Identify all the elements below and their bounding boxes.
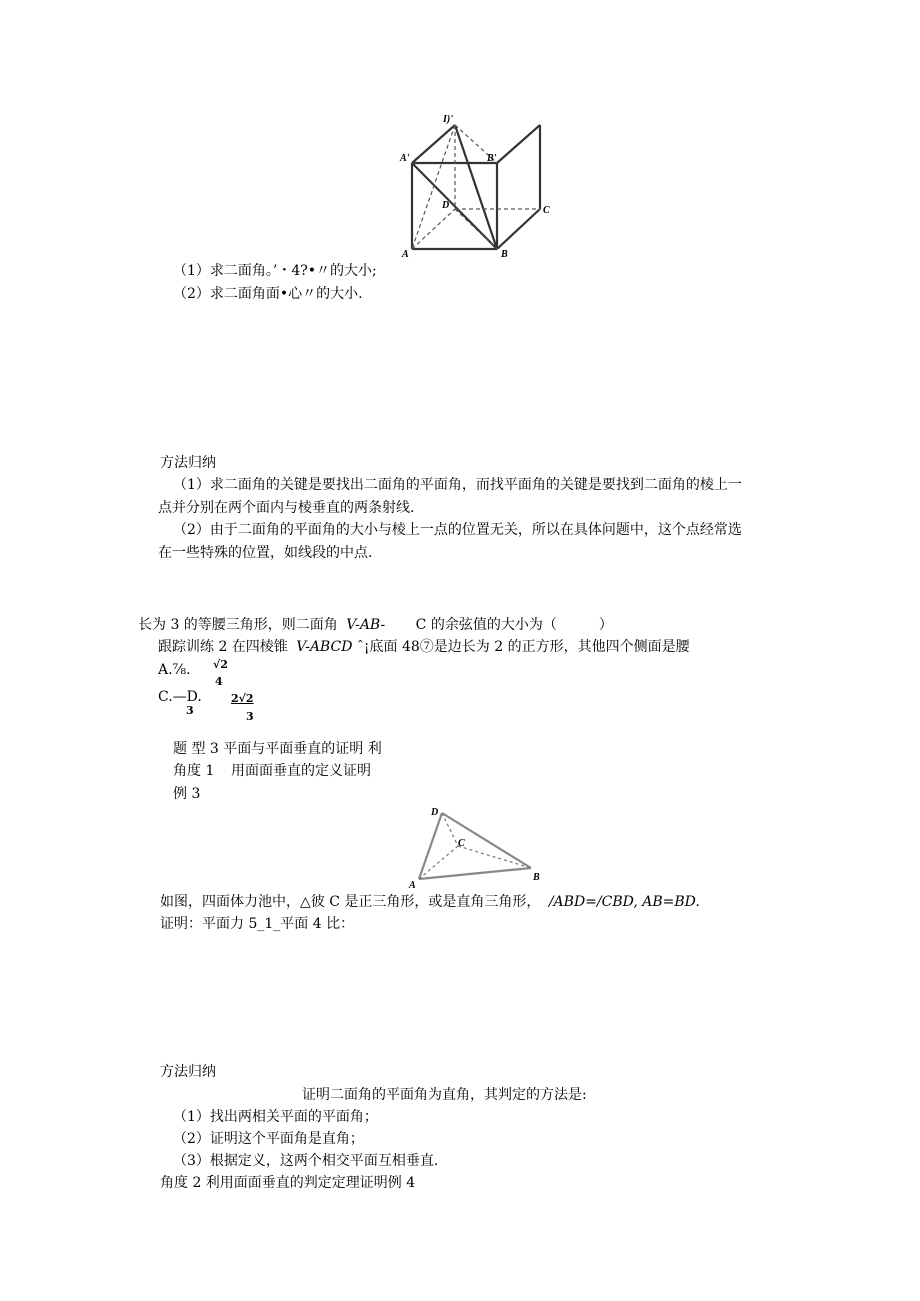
option-d-numerator: 2√2 [231,692,254,705]
angle1-text: 用面面垂直的定义证明 [231,763,371,779]
method-summary-1-p1-line1: （1）求二面角的关键是要找出二面角的平面角，而找平面角的关键是要找到二面角的棱上一 [173,477,742,493]
angle1-label: 角度 1 [173,763,215,779]
training-line-2-b: V-ABCD [296,639,353,655]
option-b-numerator: √2 [213,658,228,671]
method-summary-title-2: 方法归纳 [160,1064,216,1080]
label-C: C [543,205,550,216]
training-line-2 [158,638,690,656]
option-a: A.⅞. [158,662,191,678]
method-summary-2-intro: 证明二面角的平面角为直角，其判定的方法是: [302,1087,587,1103]
method-summary-1-p1-line2: 点并分别在两个面内与棱垂直的两条射线. [158,500,415,516]
example-3-statement-a: 如图，四面体力池中，△彼 C 是正三角形，或是直角三角形， [160,894,541,910]
method-summary-2-step3: （3）根据定义，这两个相交平面互相垂直. [173,1153,439,1169]
prism-figure [398,112,558,262]
training-line-2-a: 跟踪训练 2 在四棱锥 [158,639,288,655]
method-summary-2-step2: （2）证明这个平面角是直角； [173,1131,364,1147]
edge-B-C [497,209,540,249]
label-B-prime: B' [487,153,497,164]
hidden-A-D [412,209,455,249]
tetrahedron-figure [406,802,546,892]
training-line-1-b: V-AB- [346,617,386,633]
label-A-prime: A' [400,153,410,164]
hidden-C-B [458,846,531,868]
training-line-1 [138,616,613,634]
tetra-label-D: D [431,807,439,818]
edge-A-B [419,868,531,879]
question-1: （1）求二面角。’・4?•〃的大小; [173,263,377,279]
tetra-label-B: B [533,872,540,883]
label-A: A [402,249,409,260]
label-B: B [501,249,508,260]
option-c: C.—D. [158,689,202,705]
method-summary-1-p2-line2: 在一些特殊的位置，如线段的中点. [158,545,373,561]
edge-Bprime-top [497,125,540,163]
method-summary-title-1: 方法归纳 [160,455,216,471]
edge-Aprime-Dtop [412,125,455,163]
example-3-proof: 证明：平面力 5_1_平面 4 比： [160,916,355,932]
label-D: D [442,200,450,211]
edge-D-A [419,813,442,879]
option-b-denominator: 4 [215,675,223,688]
method-summary-1-p2-line1: （2）由于二面角的平面角的大小与棱上一点的位置无关，所以在具体问题中，这个点经常选 [173,522,742,538]
tetra-label-C: C [458,838,465,849]
example-3-statement-b: /ABD=/CBD, AB=BD. [548,894,700,910]
option-c-denominator: 3 [186,704,194,717]
angle2-heading: 角度 2 利用面面垂直的判定定理证明例 4 [160,1175,416,1191]
training-line-2-c: ˆ¡底面 48⑦是边长为 2 的正方形，其他四个侧面是腰 [356,639,690,655]
type3-heading: 题 型 3 平面与平面垂直的证明 利 [173,741,382,757]
label-Dtop: I)' [443,114,453,125]
question-2: （2）求二面角面•心〃的大小. [173,286,363,302]
training-line-1-a: 长为 3 的等腰三角形，则二面角 [138,617,338,633]
example-3-label: 例 3 [173,786,201,802]
tetra-label-A: A [409,880,416,891]
option-d-denominator: 3 [246,710,254,723]
method-summary-2-step1: （1）找出两相关平面的平面角； [173,1109,378,1125]
training-line-1-c: C 的余弦值的大小为（ ） [415,617,613,633]
example-3-statement [160,893,700,911]
